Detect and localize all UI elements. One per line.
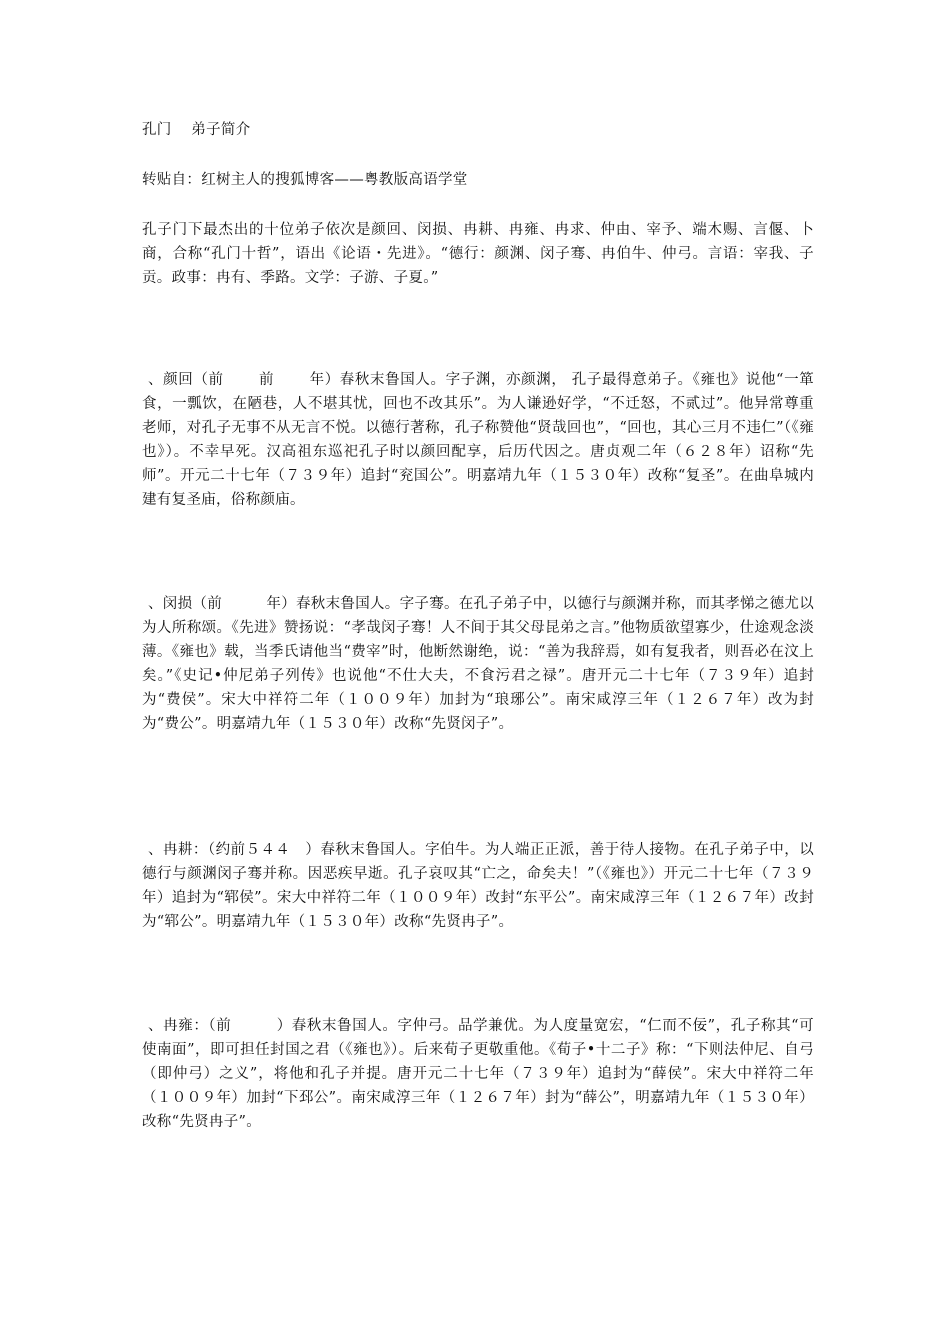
document-title: 孔门 弟子简介 xyxy=(142,122,251,138)
section-ran-yong: 、冉雍：（前 ）春秋末鲁国人。字仲弓。品学兼优。为人度量宽宏，“仁而不佞”，孔子称其“可使南面”，即可担任封国之君（《雍也》）。后来荀子更敬重他。《荀子•十二子》称：“下则法仲尼、自弓（即仲弓）之义”，将他和孔子并提。唐开元二十七年（７３９年）追封为“薛侯”。宋大中祥符二年（１００９年）加封“下邳公”。南宋咸淳三年（１２６７年）封为“薛公”，明嘉靖九年（１５３０年）改称“先贤冉子”。 xyxy=(142,1018,814,1130)
section-min-sun: 、闵损（前 年）春秋末鲁国人。字子骞。在孔子弟子中，以德行与颜渊并称，而其孝悌之德尤以为人所称颂。《先进》赞扬说：“孝哉闵子骞！人不间于其父母昆弟之言。”他物质欲望寡少，仕途观念淡薄。《雍也》载，当季氏请他当“费宰”时，他断然谢绝，说：“善为我辞焉，如有复我者，则吾必在汶上矣。”《史记•仲尼弟子列传》也说他“不仕大夫，不食污君之禄”。唐开元二十七年（７３９年）追封为“费侯”。宋大中祥符二年（１００９年）加封为“琅琊公”。南宋咸淳三年（１２６７年）改为封为“费公”。明嘉靖九年（１５３０年）改称“先贤闵子”。 xyxy=(142,596,814,732)
section-ran-geng: 、冉耕：（约前５４４ ）春秋末鲁国人。字伯牛。为人端正正派，善于待人接物。在孔子弟子中，以德行与颜渊闵子骞并称。因恶疾早逝。孔子哀叹其“亡之，命矣夫！”（《雍也》）开元二十七年（７３９年）追封为“郓侯”。宋大中祥符二年（１００９年）改封“东平公”。南宋咸淳三年（１２６７年）改封为“郓公”。明嘉靖九年（１５３０年）改称“先贤冉子”。 xyxy=(142,842,814,930)
intro-paragraph: 孔子门下最杰出的十位弟子依次是颜回、闵损、冉耕、冉雍、冉求、仲由、宰予、端木赐、言偃、卜商，合称“孔门十哲”，语出《论语・先进》。“德行：颜渊、闵子骞、冉伯牛、仲弓。言语：宰我、子贡。政事：冉有、季路。文学：子游、子夏。” xyxy=(142,222,814,286)
section-yan-hui: 、颜回（前 前 年）春秋末鲁国人。字子渊，亦颜渊， 孔子最得意弟子。《雍也》说他“一箪食，一瓢饮，在陋巷，人不堪其忧，回也不改其乐”。为人谦逊好学，“不迁怒，不贰过”。他异常尊重老师，对孔子无事不从无言不悦。以德行著称，孔子称赞他“贤哉回也”，“回也，其心三月不违仁”（《雍也》）。不幸早死。汉高祖东巡祀孔子时以颜回配享，后历代因之。唐贞观二年（６２８年）诏称“先师”。开元二十七年（７３９年）追封“兖国公”。明嘉靖九年（１５３０年）改称“复圣”。在曲阜城内建有复圣庙，俗称颜庙。 xyxy=(142,372,814,508)
source-line: 转贴自：红树主人的搜狐博客——粤教版高语学堂 xyxy=(142,172,468,188)
document-page xyxy=(142,0,814,1344)
